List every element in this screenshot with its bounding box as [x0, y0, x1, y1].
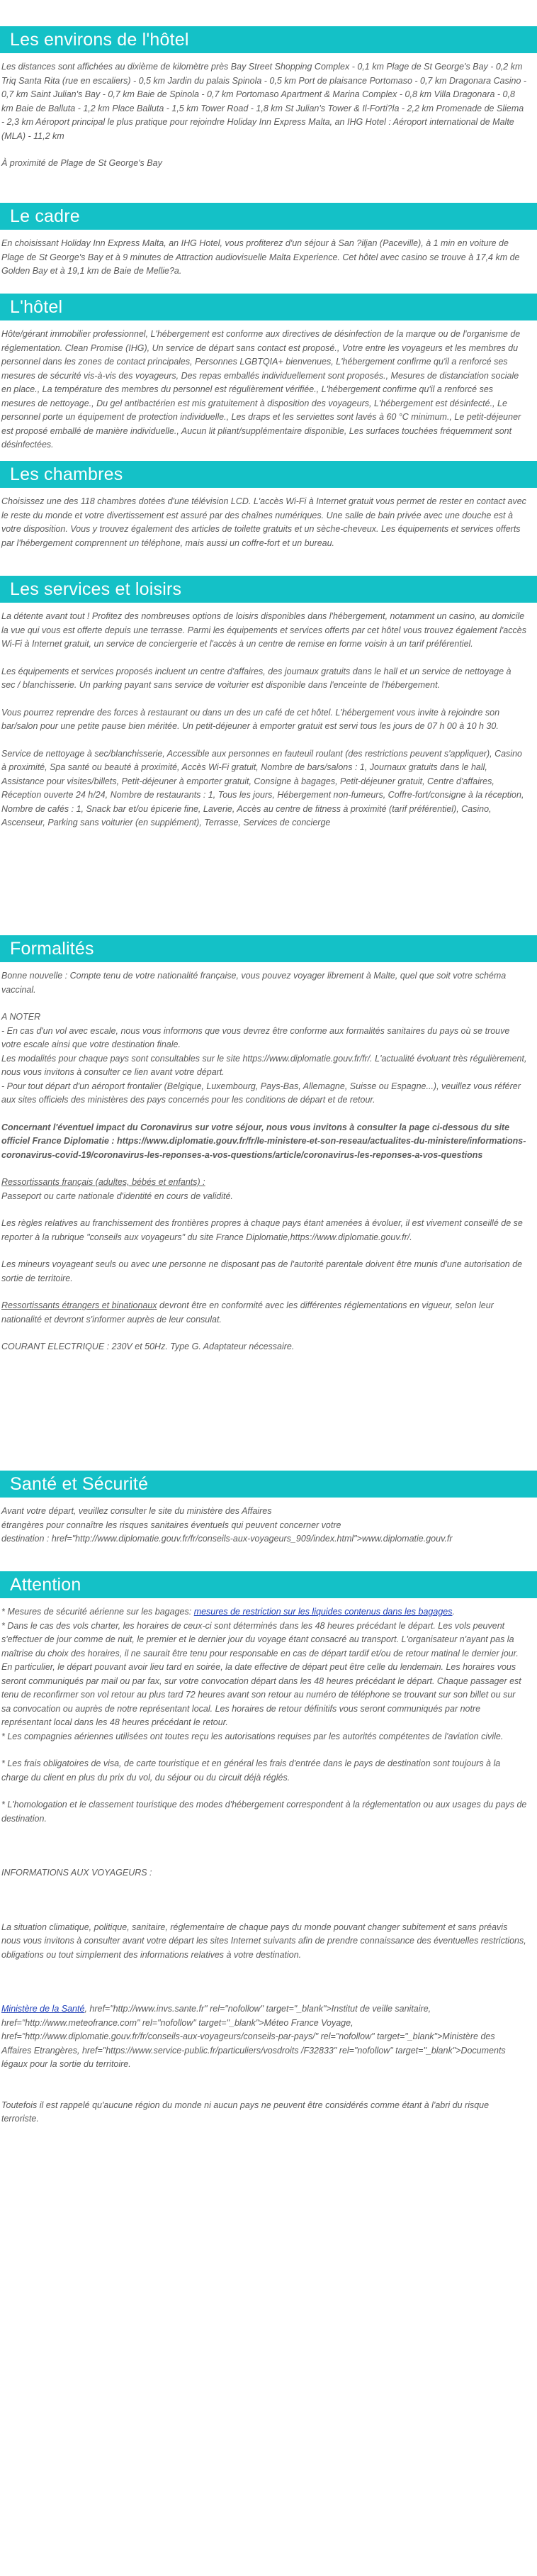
text: Passeport ou carte nationale d'identité en cours de validité.: [1, 1191, 233, 1201]
section-body: [0, 969, 537, 1354]
underlined-label: Ressortissants français (adultes, bébés et enfants) :: [1, 1177, 205, 1187]
section-banner: [0, 461, 537, 488]
paragraph: [1, 1605, 527, 1744]
paragraph: INFORMATIONS AUX VOYAGEURS :: [1, 1868, 152, 1878]
note-line: Les modalités pour chaque pays sont consultables sur le site https://www.diplomatie.gouv.fr/fr/. L'actualité évoluant très régulièrement, nous vous invitons à consulter ce lien avant votre départ.: [1, 1053, 527, 1077]
paragraph: COURANT ELECTRIQUE : 230V et 50Hz. Type G. Adaptateur nécessaire.: [1, 1342, 295, 1351]
section-services: [0, 576, 537, 844]
note-block: [1, 1010, 527, 1108]
section-banner: [0, 935, 537, 962]
section-title: Les services et loisirs: [10, 579, 182, 599]
section-title: Attention: [10, 1575, 81, 1595]
paragraph: Les équipements et services proposés incluent un centre d'affaires, des journaux gratuits dans le hall et un service de nettoyage à sec / blanchisserie. Un parking payant sans service de voiturier est disponible dans l'enceinte de l'hébergement.: [1, 666, 511, 690]
section-hotel: [0, 294, 537, 466]
paragraph: Les mineurs voyageant seuls ou avec une personne ne disposant pas de l'autorité parentale doivent être munis d'une autorisation de sortie de territoire.: [1, 1259, 523, 1283]
section-banner: [0, 203, 537, 230]
paragraph: Toutefois il est rappelé qu'aucune région du monde ni aucun pays ne peuvent être considérés comme étant à l'abri du risque terroriste.: [1, 2100, 490, 2124]
paragraph: * Les frais obligatoires de visa, de carte touristique et en général les frais d'entrée dans le pays de destination sont toujours à la charge du client en plus du prix du vol, du séjour ou du circuit déjà réglés.: [1, 1758, 501, 1783]
paragraph: [1, 1176, 527, 1203]
section-cadre: [0, 203, 537, 292]
paragraph: La détente avant tout ! Profitez des nombreuses options de loisirs disponibles dans l'hébergement, notamment un casino, au domicile la vue qui vous est offerte depuis une terrasse. Parmi les équipements et services offerts par cet hôtel vous trouvez également l'accès Wi-Fi à Internet gratuit, un service de conciergerie et l'accès à un centre de remise en forme voisin à un tarif préférentiel.: [1, 611, 526, 649]
section-title: Formalités: [10, 939, 94, 959]
text: * Dans le cas des vols charter, les horaires de ceux-ci sont déterminés dans les 48 heures précédant le départ. Les vols peuvent s'effectuer de jour comme de nuit, le premier et le dernier jour du voyage étant consacré au transport. L'organisateur n'ayant pas la maîtrise du choix des horaires, il ne saurait être tenu pour responsable en cas de départ tardif et/ou de retour matinal le dernier jour. En particulier, le départ pouvant avoir lieu tard en soirée, la date effective de départ peut être celle du lendemain. Les horaires vous seront communiqués par mail ou par fax, sur votre convocation départ dans les 48 heures précédant le départ. Chaque passager est tenu de reconfirmer son vol retour au plus tard 72 heures avant son retour au numéro de téléphone se trouvant sur son billet ou sur sa convocation ou auprès de notre représentant local. Les horaires de retour définitifs vous seront communiqués par notre représentant local dans les 48 heures précédant le retour.: [1, 1620, 521, 1727]
note-line: - Pour tout départ d'un aéroport frontalier (Belgique, Luxembourg, Pays-Bas, Allemagne, Suisse ou Espagne...), veuillez vous référer aux sites officiels des ministères des pays concernés pour les conditions de départ et de retour.: [1, 1081, 521, 1105]
section-attention: [0, 1571, 537, 2140]
section-title: Les chambres: [10, 464, 123, 484]
paragraph: Les distances sont affichées au dixième de kilomètre près Bay Street Shopping Complex - 0,1 km Plage de St George's Bay - 0,2 km Triq Santa Rita (rue en escaliers) - 0,5 km Jardin du palais Spinola - 0,5 km Port de plaisance Portomaso - 0,7 km Dragonara Casino - 0,7 km Saint Julian's Bay - 0,7 km Baie de Spinola - 0,7 km Portomaso Apartment & Marina Complex - 0,8 km Villa Dragonara - 0,8 km Baie de Balluta - 1,2 km Place Balluta - 1,5 km Tower Road - 1,8 km St Julian's Tower & Il-Forti?la - 2,2 km Promenade de Sliema - 2,3 km Aéroport principal le plus pratique pour rejoindre Holiday Inn Express Malta, an IHG Hotel : Aéroport international de Malte (MLA) - 11,2 km: [1, 62, 527, 141]
paragraph: À proximité de Plage de St George's Bay: [1, 158, 162, 168]
section-body: [0, 1505, 537, 1546]
text: * Les compagnies aériennes utilisées ont toutes reçu les autorisations requises par les autorités compétentes de l'aviation civile.: [1, 1731, 504, 1741]
paragraph: * L'homologation et le classement touristique des modes d'hébergement correspondent à la réglementation ou aux usages du pays de destination.: [1, 1800, 527, 1824]
section-title: Le cadre: [10, 206, 80, 226]
paragraph: La situation climatique, politique, sanitaire, réglementaire de chaque pays du monde pouvant changer subitement et sans préavis nous vous invitons à consulter avant votre départ les sites Internet suivants afin de prendre connaissance des éventuelles restrictions, obligations ou tout simplement des informations relatives à votre destination.: [1, 1922, 526, 1960]
text-line: Avant votre départ, veuillez consulter le site du ministère des Affaires: [1, 1506, 272, 1516]
section-body: [0, 495, 537, 550]
paragraph: Bonne nouvelle : Compte tenu de votre nationalité française, vous pouvez voyager librement à Malte, quel que soit votre schéma vaccinal.: [1, 971, 507, 995]
paragraph: [1, 1299, 527, 1327]
section-body: [0, 237, 537, 279]
section-formalites: [0, 935, 537, 1368]
ministere-sante-link[interactable]: Ministère de la Santé: [1, 2004, 85, 2014]
paragraph: [1, 2002, 527, 2072]
liquids-restriction-link[interactable]: mesures de restriction sur les liquides contenus dans les bagages: [193, 1607, 453, 1617]
section-body: [0, 1605, 537, 2126]
section-banner: [0, 1471, 537, 1498]
paragraph: Choisissez une des 118 chambres dotées d'une télévision LCD. L'accès Wi-Fi à Internet gratuit vous permet de rester en contact avec le reste du monde et votre divertissement est assuré par des chaînes numériques. Une salle de bain privée avec une douche est à votre disposition. Vous y trouvez également des articles de toilette gratuits et un sèche-cheveux. Les équipements et services offerts par l'hébergement comprennent un téléphone, mais aussi un coffre-fort et un bureau.: [1, 496, 526, 548]
section-banner: [0, 294, 537, 320]
section-banner: [0, 576, 537, 603]
paragraph: Service de nettoyage à sec/blanchisserie, Accessible aux personnes en fauteuil roulant (des restrictions peuvent s'appliquer), Casino à proximité, Spa santé ou beauté à proximité, Accès Wi-Fi gratuit, Nombre de bars/salons : 1, Journaux gratuits dans le hall, Assistance pour visites/billets, Petit-déjeuner à emporter gratuit, Consigne à bagages, Petit-déjeuner gratuit, Centre d'affaires, Réception ouverte 24 h/24, Nombre de restaurants : 1, Tous les jours, Hébergement non-fumeurs, Coffre-fort/consigne à la réception, Nombre de cafés : 1, Snack bar et/ou épicerie fine, Laverie, Accès au centre de fitness à proximité (tarif préférentiel), Casino, Ascenseur, Parking sans voiturier (en supplément), Terrasse, Services de concierge: [1, 748, 524, 827]
note-line: A NOTER: [1, 1012, 41, 1022]
paragraph: Vous pourrez reprendre des forces à restaurant ou dans un des un café de cet hôtel. L'hébergement vous invite à rejoindre son bar/salon pour une petite pause bien méritée. Un petit-déjeuner à emporter gratuit est servi tous les jours de 07 h 00 à 10 h 30.: [1, 707, 500, 731]
text: , href="http://www.invs.sante.fr" rel="nofollow" target="_blank">Institut de veille sanitaire, href="http://www.meteofrance.com" rel="nofollow" target="_blank">Méteo France Voyage, href="http://www.diplomatie.gouv.fr/fr/conseils-aux-voyageurs/conseils-par-pays/" rel="nofollow" target="_blank">Ministère des Affaires Etrangères, href="https://www.service-public.fr/particuliers/vosdroits /F32833" rel="nofollow" target="_blank">Documents légaux pour la sortie du territoire.: [1, 2004, 506, 2069]
section-banner: [0, 26, 537, 53]
underlined-label: Ressortissants étrangers et binationaux: [1, 1300, 157, 1310]
text: .: [452, 1607, 455, 1617]
text-line: destination : href="http://www.diplomatie.gouv.fr/fr/conseils-aux-voyageurs_909/index.html">www.diplomatie.gouv.fr: [1, 1534, 453, 1544]
paragraph: Hôte/gérant immobilier professionnel, L'hébergement est conforme aux directives de désinfection de la marque ou de l'organisme de réglementation. Clean Promise (IHG), Un service de départ sans contact est proposé., Votre entre les voyageurs et les membres du personnel dans les zones de contact principales, Personnes LGBTQIA+ bienvenues, L'hébergement confirme qu'il a renforcé ses mesures de sécurité vis-à-vis des voyageurs, Des repas emballés individuellement sont proposés., Mesures de distanciation sociale en place., La température des membres du personnel est régulièrement vérifiée., L'hébergement confirme qu'il a renforcé ses mesures de nettoyage., Du gel antibactérien est mis gratuitement à disposition des voyageurs, L'hébergement est désinfecté., Le personnel porte un équipement de protection individuelle., Les draps et les serviettes sont lavés à 60 °C minimum., Le petit-déjeuner est proposé emballé de manière individuelle., Aucun lit pliant/supplémentaire disponible, Les surfaces touchées fréquemment sont désinfectées.: [1, 329, 521, 450]
section-securite: [0, 1471, 537, 1560]
section-banner: [0, 1571, 537, 1598]
paragraph-bold: Concernant l'éventuel impact du Coronavirus sur votre séjour, nous vous invitons à consulter la page ci-dessous du site officiel France Diplomatie : https://www.diplomatie.gouv.fr/fr/le-ministere-et-son-reseau/actualites-du-ministere/informations-coronavirus-covid-19/coronavirus-les-reponses-a-vos-questions/article/coronavirus-les-reponses-a-vos-questions: [1, 1122, 526, 1160]
section-title: L'hôtel: [10, 297, 63, 317]
section-environs: [0, 26, 537, 184]
paragraph: En choisissant Holiday Inn Express Malta, an IHG Hotel, vous profiterez d'un séjour à San ?iljan (Paceville), à 1 min en voiture de Plage de St George's Bay et à 9 minutes de Attraction audiovisuelle Malta Experience. Cet hôtel avec casino se trouve à 17,4 km de Golden Bay et à 19,1 km de Baie de Mellie?a.: [1, 238, 520, 276]
paragraph: Les règles relatives au franchissement des frontières propres à chaque pays étant amenées à évoluer, il est vivement conseillé de se reporter à la rubrique "conseils aux voyageurs" du site France Diplomatie,https://www.diplomatie.gouv.fr/.: [1, 1218, 523, 1242]
note-line: - En cas d'un vol avec escale, nous vous informons que vous devrez être conforme aux formalités sanitaires du pays où se trouve votre escale ainsi que votre destination finale.: [1, 1025, 510, 1049]
text: * Mesures de sécurité aérienne sur les bagages:: [1, 1607, 194, 1617]
section-title: Les environs de l'hôtel: [10, 30, 189, 50]
section-body: [0, 328, 537, 452]
section-body: [0, 610, 537, 830]
section-chambres: [0, 461, 537, 564]
paragraph: [1, 1505, 527, 1546]
text: devront être en conformité avec les différentes réglementations en vigueur, selon leur nationalité et devront s'informer auprès de leur consulat.: [1, 1300, 494, 1325]
section-body: [0, 60, 537, 171]
text-line: étrangères pour connaître les risques sanitaires éventuels qui peuvent concerner votre: [1, 1520, 341, 1530]
section-title: Santé et Sécurité: [10, 1474, 149, 1494]
